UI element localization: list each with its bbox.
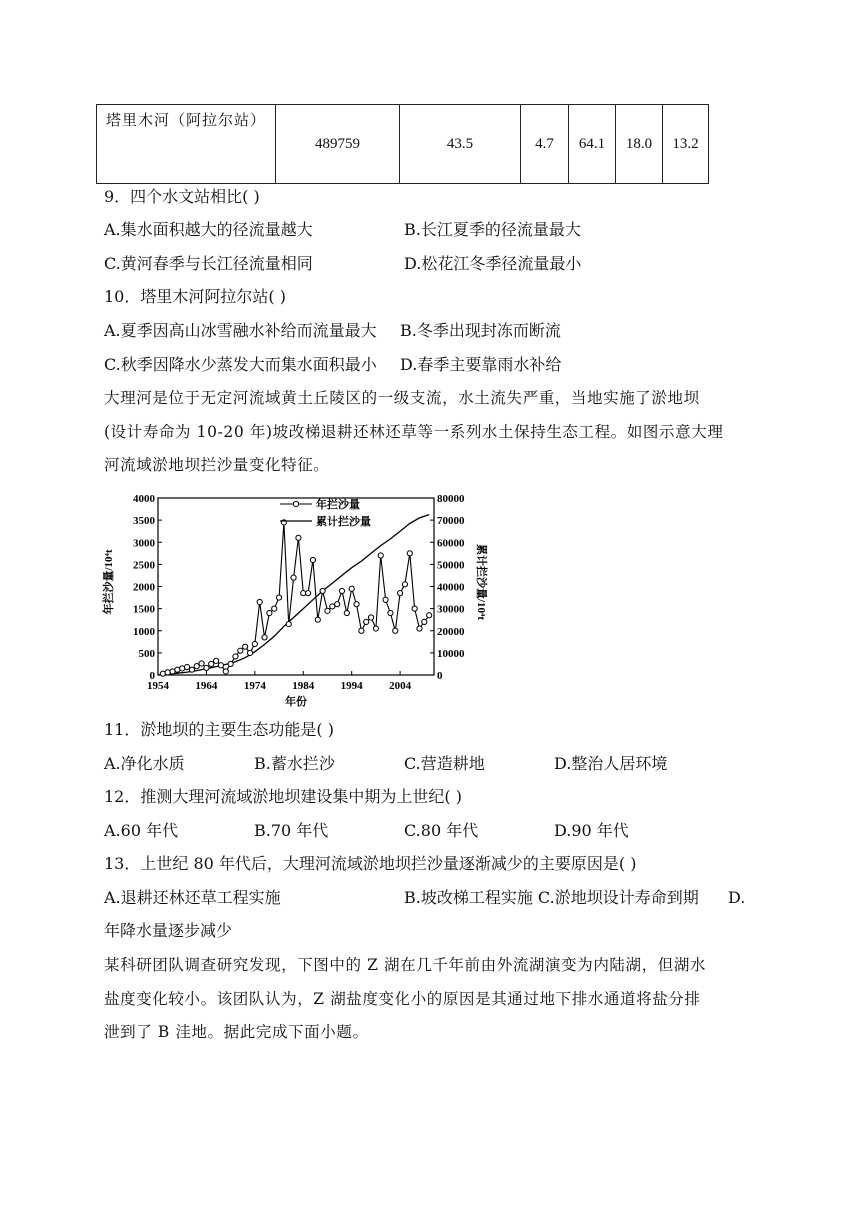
annual-point [228,661,233,666]
annual-point [378,553,383,558]
table-cell: 64.1 [569,105,616,184]
table-row [97,105,709,184]
y-axis-label-right: 累计拦沙量/10⁴t [475,543,487,621]
option-12c: C.80 年代 [404,821,479,840]
annual-point [393,628,398,633]
annual-point [315,617,320,622]
x-tick-label: 1954 [147,680,169,692]
annual-point [368,615,373,620]
annual-point [209,661,214,666]
option-11d: D.整治人居环境 [554,754,668,773]
table-cell: 43.5 [400,105,521,184]
x-tick-label: 1994 [340,680,363,692]
annual-point [286,622,291,627]
y-tick-label-right: 10000 [437,647,465,660]
annual-point [310,557,315,562]
option-9c: C.黄河春季与长江径流量相同 [104,254,313,273]
annual-point [223,669,228,674]
option-11a: A.净化水质 [104,754,185,773]
annual-point [344,610,349,615]
annual-point [306,591,311,596]
annual-point [359,628,364,633]
annual-point [402,582,407,587]
annual-point [214,658,219,663]
passage-1-line-2: (设计寿命为 10-20 年)坡改梯退耕还林还草等一系列水土保持生态工程。如图示意大理 [104,423,724,441]
y-tick-label-left: 4000 [133,493,155,505]
annual-point [407,551,412,556]
legend-annual-label: 年拦沙量 [316,499,360,511]
y-axis-label-left: 年拦沙量/10⁴t [103,549,115,615]
table-cell: 4.7 [521,105,569,184]
annual-point [291,575,296,580]
annual-point [422,619,427,624]
annual-point [165,670,170,675]
annual-point [427,613,432,618]
annual-point [349,586,354,591]
y-tick-label-right: 50000 [437,559,465,572]
hydrology-table [96,104,709,184]
option-11b: B.蓄水拦沙 [254,754,335,773]
y-tick-label-left: 1500 [133,603,155,616]
option-9b: B.长江夏季的径流量最大 [404,220,581,239]
option-11c: C.营造耕地 [404,754,485,773]
question-12-stem: 12．推测大理河流域淤地坝建设集中期为上世纪( ) [104,787,462,806]
option-13b-c: B.坡改梯工程实施 C.淤地坝设计寿命到期 [404,888,699,907]
annual-point [257,599,262,604]
option-10d: D.春季主要靠雨水补给 [400,355,562,374]
option-13d-label: D. [728,888,746,907]
annual-point [204,665,209,670]
option-9a: A.集水面积越大的径流量越大 [104,220,313,239]
annual-point [364,619,369,624]
passage-1-line-3: 河流域淤地坝拦沙量变化特征。 [104,456,330,474]
y-tick-label-left: 3500 [133,515,155,528]
annual-point [417,626,422,631]
annual-point [189,667,194,672]
question-13-stem: 13．上世纪 80 年代后，大理河流域淤地坝拦沙量逐渐减少的主要原因是( ) [104,854,637,873]
y-tick-label-left: 2500 [133,559,155,572]
option-10a: A.夏季因高山冰雪融水补给而流量最大 [104,321,377,340]
series-cumulative-line [158,515,429,675]
y-tick-label-right: 60000 [437,537,465,550]
annual-point [335,602,340,607]
y-tick-label-left: 0 [149,670,155,682]
annual-point [247,650,252,655]
option-13d-text: 年降水量逐步减少 [104,921,233,940]
option-12b: B.70 年代 [254,821,329,840]
annual-point [354,602,359,607]
series-annual-line [163,522,429,673]
x-tick-label: 1964 [195,680,218,692]
passage-1-line-1: 大理河是位于无定河流域黄土丘陵区的一级支流，水土流失严重，当地实施了淤地坝 [104,389,700,407]
table-cell: 13.2 [663,105,709,184]
x-tick-label: 1974 [243,680,266,692]
annual-point [398,591,403,596]
x-tick-label: 2004 [389,680,412,692]
option-10c: C.秋季因降水少蒸发大而集水面积最小 [104,355,377,374]
option-10b: B.冬季出现封冻而断流 [400,321,561,340]
annual-point [238,648,243,653]
annual-point [276,595,281,600]
y-tick-label-left: 3000 [133,537,155,550]
annual-point [252,641,257,646]
option-13a: A.退耕还林还草工程实施 [104,888,281,907]
plot-frame [158,498,434,675]
annual-point [262,635,267,640]
annual-point [388,610,393,615]
annual-point [267,610,272,615]
y-tick-label-right: 80000 [437,493,465,505]
y-tick-label-right: 0 [437,670,443,682]
annual-point [383,597,388,602]
annual-point [325,608,330,613]
passage-2-line-1: 某科研团队调查研究发现，下图中的 Z 湖在几千年前由外流湖演变为内陆湖，但湖水 [104,956,707,974]
annual-point [320,588,325,593]
option-12d: D.90 年代 [554,821,629,840]
y-tick-label-left: 2000 [133,581,155,594]
annual-point [272,606,277,611]
y-tick-label-left: 500 [138,647,155,660]
annual-point [184,664,189,669]
annual-point [233,654,238,659]
x-tick-label: 1984 [292,680,315,692]
annual-point [194,664,199,669]
table-cell: 18.0 [616,105,663,184]
annual-point [243,644,248,649]
table-cell: 489759 [276,105,400,184]
legend-annual-marker [293,501,298,506]
y-tick-label-right: 70000 [437,515,465,528]
question-10-stem: 10．塔里木河阿拉尔站( ) [104,287,286,306]
annual-point [373,626,378,631]
question-11-stem: 11．淤地坝的主要生态功能是( ) [104,720,334,739]
y-tick-label-right: 20000 [437,625,465,638]
annual-point [218,663,223,668]
annual-point [412,606,417,611]
question-9-stem: 9．四个水文站相比( ) [104,187,260,206]
annual-point [339,588,344,593]
sediment-trapping-chart [100,488,487,710]
annual-point [199,661,204,666]
option-9d: D.松花江冬季径流量最小 [404,254,582,273]
legend-cumulative-label: 累计拦沙量 [316,516,371,528]
annual-point [296,535,301,540]
y-tick-label-left: 1000 [133,625,155,638]
option-12a: A.60 年代 [104,821,179,840]
station-name-cell: 塔里木河（阿拉尔站） [97,105,276,184]
y-tick-label-right: 30000 [437,603,465,616]
passage-2-line-3: 泄到了 B 洼地。据此完成下面小题。 [104,1023,369,1041]
passage-2-line-2: 盐度变化较小。该团队认为，Z 湖盐度变化小的原因是其通过地下排水通道将盐分排 [104,990,701,1008]
y-tick-label-right: 40000 [437,581,465,594]
x-axis-label: 年份 [285,696,307,708]
